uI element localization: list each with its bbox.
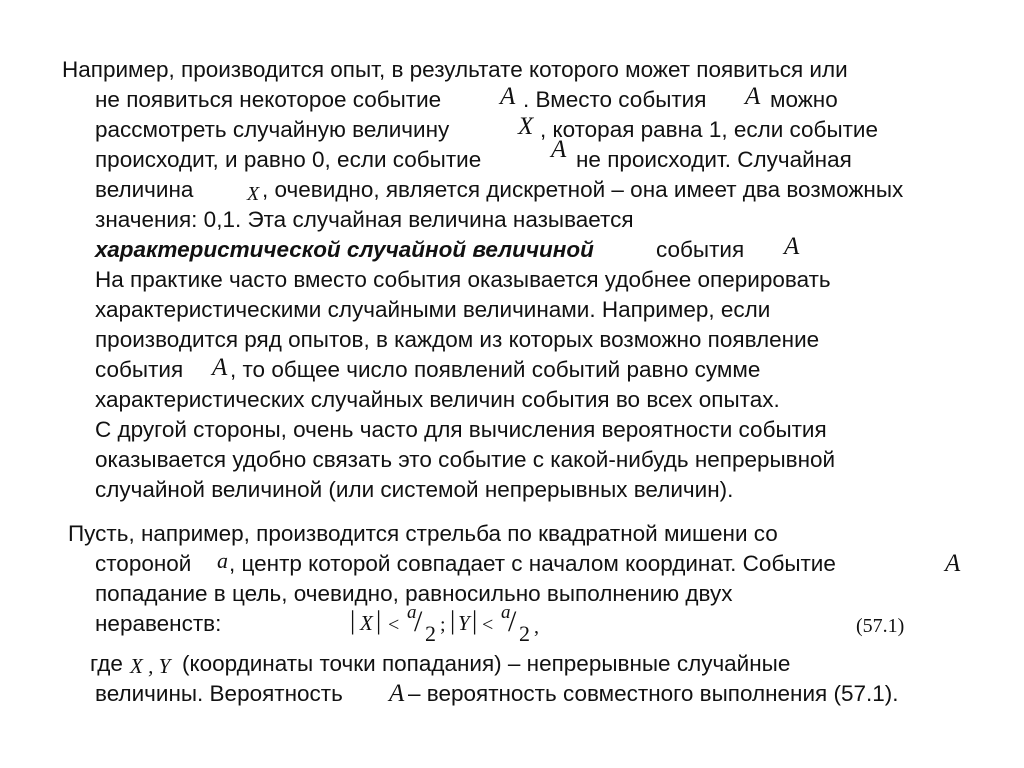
text-line: неравенств: xyxy=(95,611,222,636)
text-line: оказывается удобно связать это событие с какой-нибудь непрерывной xyxy=(95,447,836,472)
fraction-slash: / xyxy=(508,605,517,638)
text-line: производится ряд опытов, в каждом из которых возможно появление xyxy=(95,327,820,352)
text-line: – вероятность совместного выполнения (57.1). xyxy=(408,681,899,706)
comma: , xyxy=(534,616,539,638)
math-symbol-A: A xyxy=(212,354,228,381)
math-symbol-A: A xyxy=(551,136,567,163)
text-line: стороной xyxy=(95,551,192,576)
text-line: где xyxy=(90,651,123,676)
text-line: не происходит. Случайная xyxy=(576,147,852,172)
text-line: величина xyxy=(95,177,194,202)
math-symbol-A: A xyxy=(500,83,516,110)
text-line: рассмотреть случайную величину xyxy=(95,117,450,142)
defined-term: характеристической случайной величиной xyxy=(95,237,594,262)
text-line: происходит, и равно 0, если событие xyxy=(95,147,482,172)
text-line: С другой стороны, очень часто для вычисления вероятности события xyxy=(95,417,827,442)
math-symbols-X-Y: X , Y xyxy=(130,654,171,678)
text-line: Пусть, например, производится стрельба по квадратной мишени со xyxy=(68,521,778,546)
math-symbol-X: X xyxy=(247,183,260,205)
equation-number: (57.1) xyxy=(856,615,905,637)
text-line: случайной величиной (или системой непрерывных величин). xyxy=(95,477,734,502)
denominator-2: 2 xyxy=(425,621,436,646)
semicolon: ; xyxy=(440,614,446,636)
denominator-2: 2 xyxy=(519,621,530,646)
var-X: X xyxy=(360,611,373,635)
math-symbol-A: A xyxy=(945,550,961,577)
numerator-a: a xyxy=(501,602,511,623)
text-line: значения: 0,1. Эта случайная величина называется xyxy=(95,207,634,232)
text-line: характеристическими случайными величинами. Например, если xyxy=(95,297,771,322)
var-Y: Y xyxy=(458,611,470,635)
abs-bar: | xyxy=(350,606,356,635)
text-line: попадание в цель, очевидно, равносильно выполнению двух xyxy=(95,581,733,606)
numerator-a: a xyxy=(407,602,417,623)
text-line: величины. Вероятность xyxy=(95,681,343,706)
text-line: не появиться некоторое событие xyxy=(95,87,442,112)
math-symbol-A: A xyxy=(784,233,800,260)
abs-bar: | xyxy=(450,606,456,635)
text-line: , то общее число появлений событий равно сумме xyxy=(230,357,761,382)
math-symbol-A: A xyxy=(745,83,761,110)
text-line: , очевидно, является дискретной – она имеет два возможных xyxy=(262,177,904,202)
text-line: можно xyxy=(770,87,838,112)
math-symbol-A: A xyxy=(389,680,405,707)
text-line: характеристических случайных величин события во всех опытах. xyxy=(95,387,780,412)
math-symbol-a: a xyxy=(217,548,228,573)
less-than-sign: < xyxy=(482,614,494,636)
inequality-formula xyxy=(350,603,550,647)
abs-bar: | xyxy=(376,606,382,635)
fraction-slash: / xyxy=(414,605,423,638)
text-line: . Вместо события xyxy=(523,87,707,112)
text-line: (координаты точки попадания) – непрерывные случайные xyxy=(182,651,791,676)
text-line: На практике часто вместо события оказывается удобнее оперировать xyxy=(95,267,831,292)
text-line: , которая равна 1, если событие xyxy=(540,117,879,142)
abs-bar: | xyxy=(472,606,478,635)
text-line: Например, производится опыт, в результате которого может появиться или xyxy=(62,57,848,82)
text-line: , центр которой совпадает с началом координат. Событие xyxy=(229,551,836,576)
text-line: события xyxy=(95,357,184,382)
text-line: события xyxy=(656,237,745,262)
math-symbol-X: X xyxy=(518,113,534,140)
less-than-sign: < xyxy=(388,614,400,636)
